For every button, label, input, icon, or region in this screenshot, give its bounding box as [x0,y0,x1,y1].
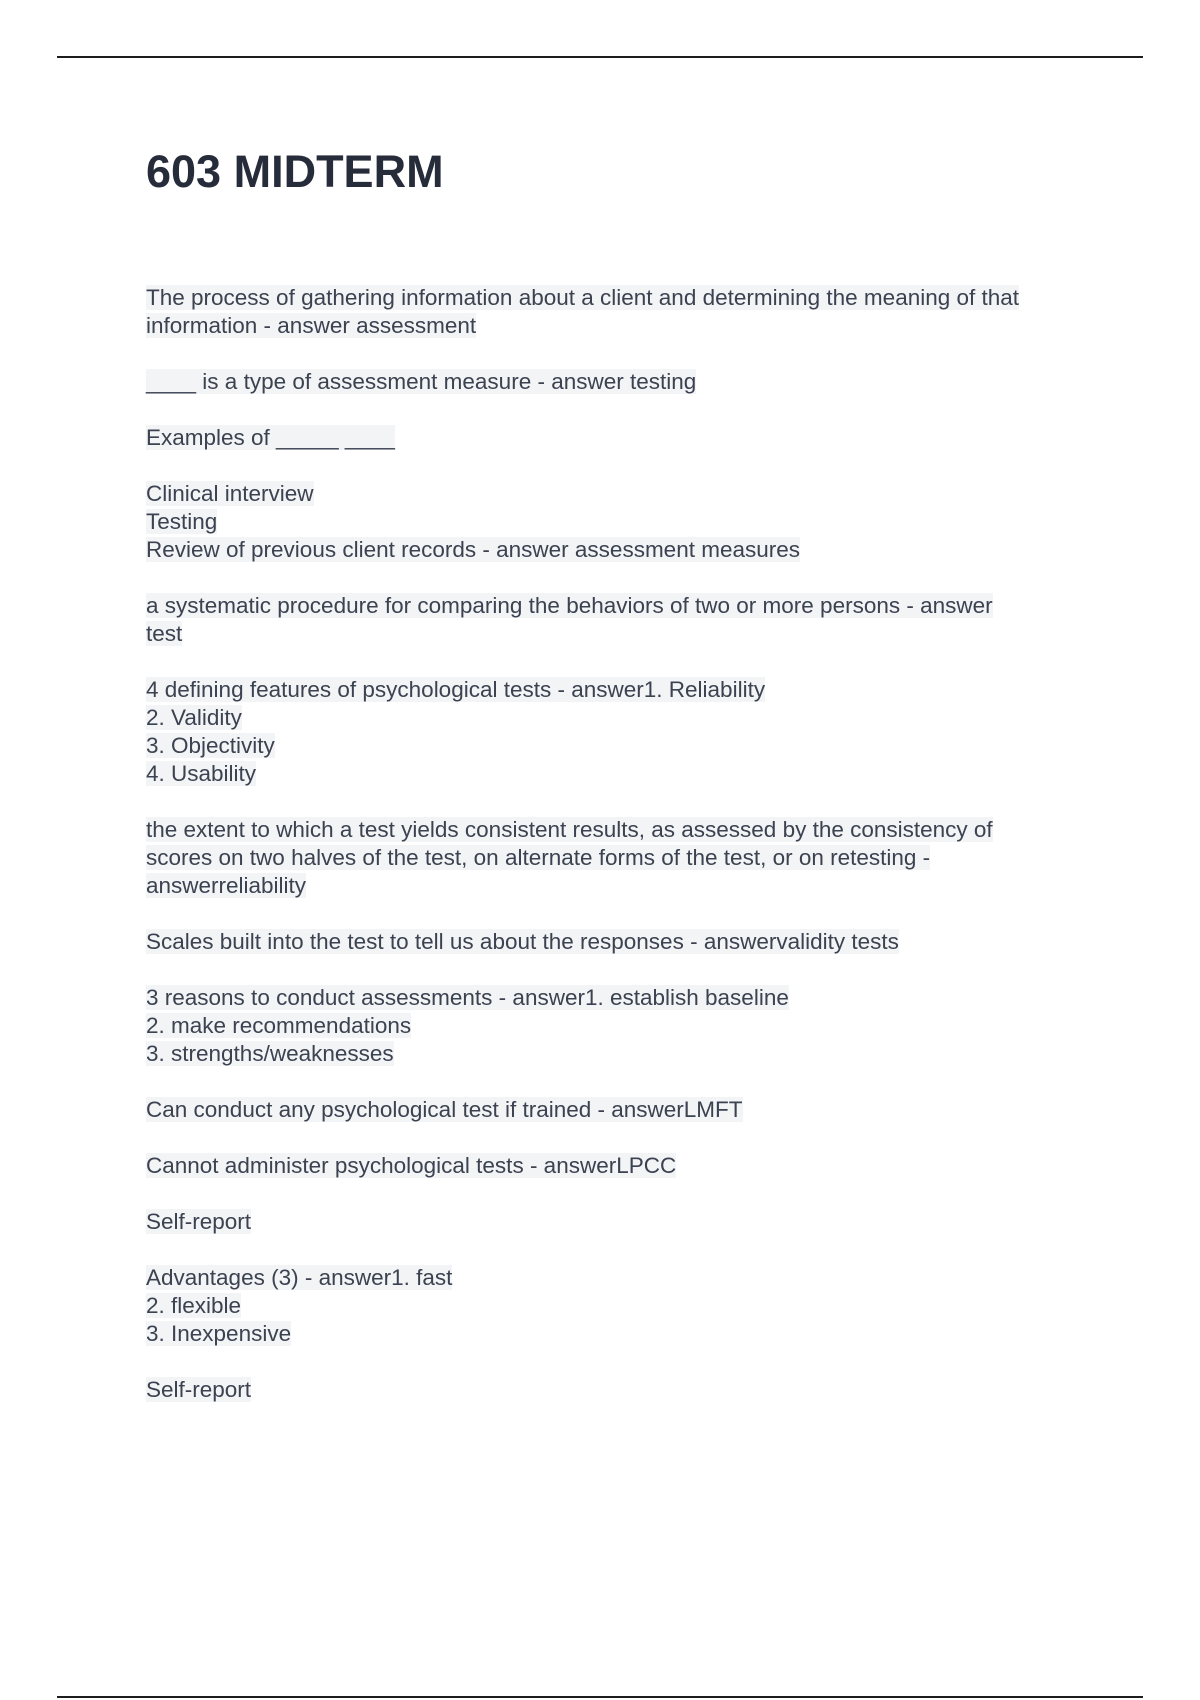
qa-entry [146,1152,1096,1180]
entry-line: 4. Usability [146,761,257,786]
entry-line: 2. Validity [146,705,242,730]
qa-entry [146,368,1096,396]
entry-line: scores on two halves of the test, on alternate forms of the test, or on retesting - [146,845,931,870]
entry-line: The process of gathering information about a client and determining the meaning of that [146,285,1020,310]
qa-entry [146,424,1096,452]
qa-entry [146,284,1096,340]
entry-line: test [146,621,183,646]
entry-line: Self-report [146,1209,252,1234]
entry-line: Review of previous client records - answer assessment measures [146,537,801,562]
document-title: 603 MIDTERM [146,146,444,197]
entry-line: Cannot administer psychological tests - answerLPCC [146,1153,677,1178]
qa-entry [146,592,1096,648]
qa-entry [146,676,1096,788]
entry-line: 3. strengths/weaknesses [146,1041,394,1066]
qa-entry [146,984,1096,1068]
entry-line: Can conduct any psychological test if trained - answerLMFT [146,1097,743,1122]
entry-line: 4 defining features of psychological tests - answer1. Reliability [146,677,766,702]
entry-line: a systematic procedure for comparing the behaviors of two or more persons - answer [146,593,993,618]
entry-line: Advantages (3) - answer1. fast [146,1265,453,1290]
entry-line: 3. Objectivity [146,733,275,758]
qa-list [146,284,1096,1432]
qa-entry [146,1208,1096,1236]
entry-line: Clinical interview [146,481,314,506]
entry-line: Scales built into the test to tell us about the responses - answervalidity tests [146,929,899,954]
top-rule [57,56,1143,58]
entry-line: Testing [146,509,218,534]
qa-entry [146,480,1096,564]
qa-entry [146,928,1096,956]
entry-line: 2. flexible [146,1293,242,1318]
bottom-rule [57,1696,1143,1698]
entry-line: the extent to which a test yields consistent results, as assessed by the consistency of [146,817,993,842]
qa-entry [146,1376,1096,1404]
entry-line: information - answer assessment [146,313,477,338]
entry-line: 3 reasons to conduct assessments - answer1. establish baseline [146,985,789,1010]
qa-entry [146,816,1096,900]
qa-entry [146,1096,1096,1124]
entry-line: 2. make recommendations [146,1013,412,1038]
entry-line: 3. Inexpensive [146,1321,292,1346]
entry-line: answerreliability [146,873,307,898]
entry-line: ____ is a type of assessment measure - answer testing [146,369,697,394]
entry-line: Examples of _____ ____ [146,425,395,450]
entry-line: Self-report [146,1377,252,1402]
qa-entry [146,1264,1096,1348]
